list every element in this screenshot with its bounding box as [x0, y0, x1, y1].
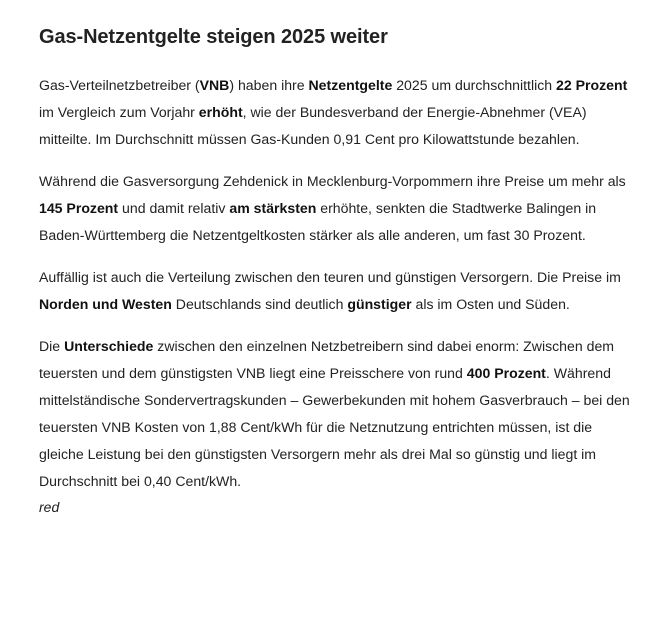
emphasis-text: Netzentgelte	[308, 77, 393, 93]
emphasis-text: Unterschiede	[64, 338, 154, 354]
paragraph-zehdenick-balingen	[39, 168, 639, 249]
article-headline: Gas-Netzentgelte steigen 2025 weiter	[39, 26, 388, 48]
body-text: 2025 um durchschnittlich	[392, 77, 557, 93]
emphasis-text: 400 Prozent	[466, 365, 546, 381]
article	[39, 22, 639, 519]
emphasis-text: 145 Prozent	[39, 200, 119, 216]
body-text: . Während mittelständische Sondervertragskunden – Gewerbekunden mit hohem Gasverbrauch – bei den teuersten VNB Kosten von 1,88 Cent/kWh für die Netznutzung entrichten müssen, ist die gleiche Leistung bei den günstigsten Versorgern mehr als drei Mal so günstig und liegt im Durchschnitt bei 0,40 Cent/kWh.	[39, 365, 630, 489]
emphasis-text: Norden und Westen	[39, 296, 172, 312]
body-text: als im Osten und Süden.	[411, 296, 570, 312]
emphasis-text: VNB	[199, 77, 230, 93]
body-text: zwischen den einzelnen Netzbetreibern sind dabei enorm: Zwischen dem teuersten und dem günstigsten VNB liegt eine Preisschere von rund	[39, 338, 615, 381]
body-text: und damit relativ	[118, 200, 230, 216]
body-text: Während die Gasversorgung Zehdenick in Mecklenburg-Vorpommern ihre Preise um mehr als	[39, 173, 626, 189]
emphasis-text: am stärksten	[229, 200, 317, 216]
emphasis-text: günstiger	[347, 296, 412, 312]
body-text: Die	[39, 338, 65, 354]
body-text: Auffällig ist auch die Verteilung zwischen den teuren und günstigen Versorgern. Die Preise im	[39, 269, 621, 285]
body-text: im Vergleich zum Vorjahr	[39, 104, 199, 120]
paragraph-price-differences	[39, 333, 639, 495]
paragraph-vnb-netzentgelte	[39, 72, 639, 153]
emphasis-text: 22 Prozent	[556, 77, 628, 93]
emphasis-text: erhöht	[198, 104, 243, 120]
body-text: Gas-Verteilnetzbetreiber (	[39, 77, 200, 93]
paragraph-regional-distribution	[39, 264, 639, 318]
author-tag: red	[39, 499, 60, 515]
body-text: ) haben ihre	[229, 77, 309, 93]
body-text: , wie der Bundesverband der Energie-Abnehmer (VEA) mitteilte. Im Durchschnitt müssen Gas-Kunden 0,91 Cent pro Kilowattstunde bezahlen.	[39, 104, 587, 147]
body-text: erhöhte, senkten die Stadtwerke Balingen in Baden-Württemberg die Netzentgeltkosten stärker als alle anderen, um fast 30 Prozent.	[39, 200, 597, 243]
body-text: Deutschlands sind deutlich	[171, 296, 348, 312]
